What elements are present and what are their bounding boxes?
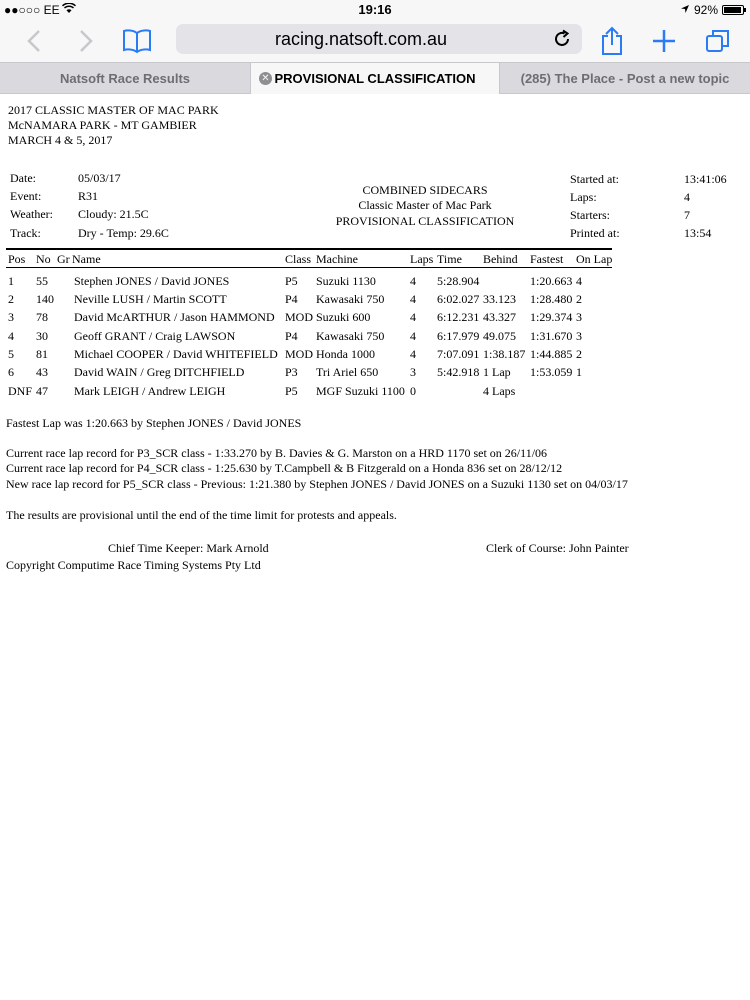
cell-pos: 5: [8, 347, 14, 361]
laps-label: Laps:: [570, 190, 597, 204]
cell-class: P4: [285, 329, 298, 343]
cell-no: 43: [36, 365, 48, 379]
cell-behind: 49.075: [483, 329, 516, 343]
cell-machine: Kawasaki 750: [316, 329, 385, 343]
cell-machine: Tri Ariel 650: [316, 365, 379, 379]
header-machine: Machine: [316, 252, 358, 266]
cell-pos: 4: [8, 329, 14, 343]
tabs-overview-button[interactable]: [704, 26, 732, 56]
status-right: [680, 3, 744, 17]
header-on-lap: On Lap: [576, 252, 613, 266]
cell-name: David McARTHUR / Jason HAMMOND: [74, 310, 275, 324]
carrier-signal: ●●○○○ EE: [4, 3, 60, 17]
cell-behind: 1:38.187: [483, 347, 526, 361]
header-gr: Gr: [57, 252, 70, 266]
table-divider: [6, 248, 612, 250]
cell-pos: 1: [8, 274, 14, 288]
event-label: Event:: [10, 189, 42, 203]
cell-name: David WAIN / Greg DITCHFIELD: [74, 365, 245, 379]
printed-value: 13:54: [684, 226, 712, 240]
cell-name: Geoff GRANT / Craig LAWSON: [74, 329, 236, 343]
weather-label: Weather:: [10, 207, 54, 221]
cell-on-lap: 1: [576, 365, 582, 379]
cell-class: P4: [285, 292, 298, 306]
cell-laps: 4: [410, 347, 416, 361]
track-label: Track:: [10, 226, 41, 240]
tab-natsoft-results[interactable]: [0, 63, 250, 94]
cell-no: 140: [36, 292, 54, 306]
cell-time: 6:02.027: [437, 292, 480, 306]
cell-fastest: 1:20.663: [530, 274, 573, 288]
cell-machine: Kawasaki 750: [316, 292, 385, 306]
cell-time: 6:12.231: [437, 310, 480, 324]
bookmarks-button[interactable]: [122, 26, 152, 56]
address-bar[interactable]: [176, 24, 582, 54]
cell-on-lap: 3: [576, 310, 582, 324]
cell-fastest: 1:44.885: [530, 347, 573, 361]
tab-label: Natsoft Race Results: [59, 71, 191, 86]
laps-value: 4: [684, 190, 690, 204]
cell-on-lap: 3: [576, 329, 582, 343]
cell-no: 81: [36, 347, 48, 361]
page-content: [0, 94, 750, 1000]
battery-icon: [722, 5, 744, 15]
cell-fastest: 1:28.480: [530, 292, 573, 306]
tab-the-place[interactable]: [500, 63, 750, 94]
clock: 19:16: [358, 2, 392, 17]
cell-machine: MGF Suzuki 1100: [316, 384, 405, 398]
event-header: [8, 103, 219, 148]
battery-percent: 92%: [693, 3, 718, 17]
cell-no: 55: [36, 274, 48, 288]
cell-name: Michael COOPER / David WHITEFIELD: [74, 347, 278, 361]
printed-label: Printed at:: [570, 226, 620, 240]
header-behind: Behind: [483, 252, 518, 266]
cell-laps: 3: [410, 365, 416, 379]
chevron-right-icon: [79, 29, 93, 53]
cell-laps: 4: [410, 329, 416, 343]
race-class-title: COMBINED SIDECARS: [362, 183, 488, 197]
cell-machine: Suzuki 1130: [316, 274, 376, 288]
tab-provisional-classification[interactable]: [250, 63, 500, 94]
chief-time-keeper: Chief Time Keeper: Mark Arnold: [108, 541, 269, 555]
plus-icon: [652, 29, 676, 53]
provisional-note: The results are provisional until the end of the time limit for protests and appeals.: [6, 508, 397, 522]
location-icon: [680, 3, 690, 17]
cell-fastest: 1:31.670: [530, 329, 573, 343]
event-title: 2017 CLASSIC MASTER OF MAC PARK: [8, 103, 219, 117]
cell-name: Neville LUSH / Martin SCOTT: [74, 292, 227, 306]
header-name: Name: [72, 252, 101, 266]
tab-label: PROVISIONAL CLASSIFICATION: [274, 71, 476, 86]
cell-time: 6:17.979: [437, 329, 480, 343]
share-icon: [600, 26, 624, 56]
cell-no: 78: [36, 310, 48, 324]
cell-time: 5:42.918: [437, 365, 480, 379]
started-label: Started at:: [570, 172, 619, 186]
book-icon: [122, 29, 152, 53]
cell-name: Stephen JONES / David JONES: [74, 274, 230, 288]
cell-pos: 3: [8, 310, 14, 324]
header-laps: Laps: [410, 252, 434, 266]
new-tab-button[interactable]: [650, 26, 678, 56]
event-dates: MARCH 4 & 5, 2017: [8, 133, 113, 147]
copyright: Copyright Computime Race Timing Systems Pty Ltd: [6, 558, 261, 572]
cell-class: P5: [285, 384, 298, 398]
close-tab-icon[interactable]: ✕: [259, 72, 272, 85]
forward-button[interactable]: [74, 26, 98, 56]
chevron-left-icon: [27, 29, 41, 53]
header-class: Class: [285, 252, 312, 266]
started-value: 13:41:06: [684, 172, 727, 186]
cell-behind: 43.327: [483, 310, 516, 324]
date-value: 05/03/17: [78, 171, 121, 185]
cell-machine: Honda 1000: [316, 347, 375, 361]
weather-value: Cloudy: 21.5C: [78, 207, 149, 221]
cell-laps: 4: [410, 292, 416, 306]
header-no: No: [36, 252, 51, 266]
cell-on-lap: 2: [576, 292, 582, 306]
reload-icon: [552, 29, 572, 49]
header-time: Time: [437, 252, 462, 266]
tab-label: (285) The Place - Post a new topic: [520, 71, 730, 86]
cell-time: 5:28.904: [437, 274, 480, 288]
tabs-icon: [705, 28, 731, 54]
cell-time: 7:07.091: [437, 347, 480, 361]
date-label: Date:: [10, 171, 36, 185]
browser-toolbar: [0, 20, 750, 62]
cell-name: Mark LEIGH / Andrew LEIGH: [74, 384, 226, 398]
cell-laps: 4: [410, 310, 416, 324]
cell-laps: 4: [410, 274, 416, 288]
header-underline: [6, 267, 612, 268]
clerk-of-course: Clerk of Course: John Painter: [486, 541, 629, 555]
cell-class: P3: [285, 365, 298, 379]
cell-pos: 2: [8, 292, 14, 306]
cell-pos: 6: [8, 365, 14, 379]
cell-class: MOD: [285, 347, 314, 361]
cell-behind: 33.123: [483, 292, 516, 306]
cell-on-lap: 4: [576, 274, 582, 288]
cell-no: 30: [36, 329, 48, 343]
starters-label: Starters:: [570, 208, 610, 222]
cell-behind: 1 Lap: [483, 365, 511, 379]
tab-strip: [0, 62, 750, 94]
cell-pos: DNF: [8, 384, 33, 398]
cell-fastest: 1:29.374: [530, 310, 573, 324]
header-pos: Pos: [8, 252, 26, 266]
status-bar: [0, 0, 750, 20]
lap-record-p5: New race lap record for P5_SCR class - Previous: 1:21.380 by Stephen JONES / David JONES on a Suzuki 1130 set on 04/03/17: [6, 477, 628, 491]
url-text[interactable]: racing.natsoft.com.au: [274, 29, 448, 49]
race-name: Classic Master of Mac Park: [358, 198, 492, 212]
venue: McNAMARA PARK - MT GAMBIER: [8, 118, 197, 132]
cell-laps: 0: [410, 384, 416, 398]
cell-behind: 4 Laps: [483, 384, 516, 398]
header-fastest: Fastest: [530, 252, 564, 266]
cell-machine: Suzuki 600: [316, 310, 371, 324]
starters-value: 7: [684, 208, 690, 222]
classification-type: PROVISIONAL CLASSIFICATION: [335, 214, 515, 228]
cell-class: MOD: [285, 310, 314, 324]
back-button[interactable]: [22, 26, 46, 56]
cell-class: P5: [285, 274, 298, 288]
cell-fastest: 1:53.059: [530, 365, 573, 379]
event-value: R31: [78, 189, 99, 203]
fastest-lap-note: Fastest Lap was 1:20.663 by Stephen JONES / David JONES: [6, 416, 302, 430]
share-button[interactable]: [598, 26, 626, 56]
lap-record-p4: Current race lap record for P4_SCR class - 1:25.630 by T.Campbell & B Fitzgerald on a Honda 836 set on 28/12/12: [6, 461, 563, 475]
reload-button[interactable]: [552, 29, 572, 49]
lap-record-p3: Current race lap record for P3_SCR class - 1:33.270 by B. Davies & G. Marston on a HRD 1170 set on 26/11/06: [6, 446, 548, 460]
cell-no: 47: [36, 384, 48, 398]
cell-on-lap: 2: [576, 347, 582, 361]
track-value: Dry - Temp: 29.6C: [78, 226, 169, 240]
